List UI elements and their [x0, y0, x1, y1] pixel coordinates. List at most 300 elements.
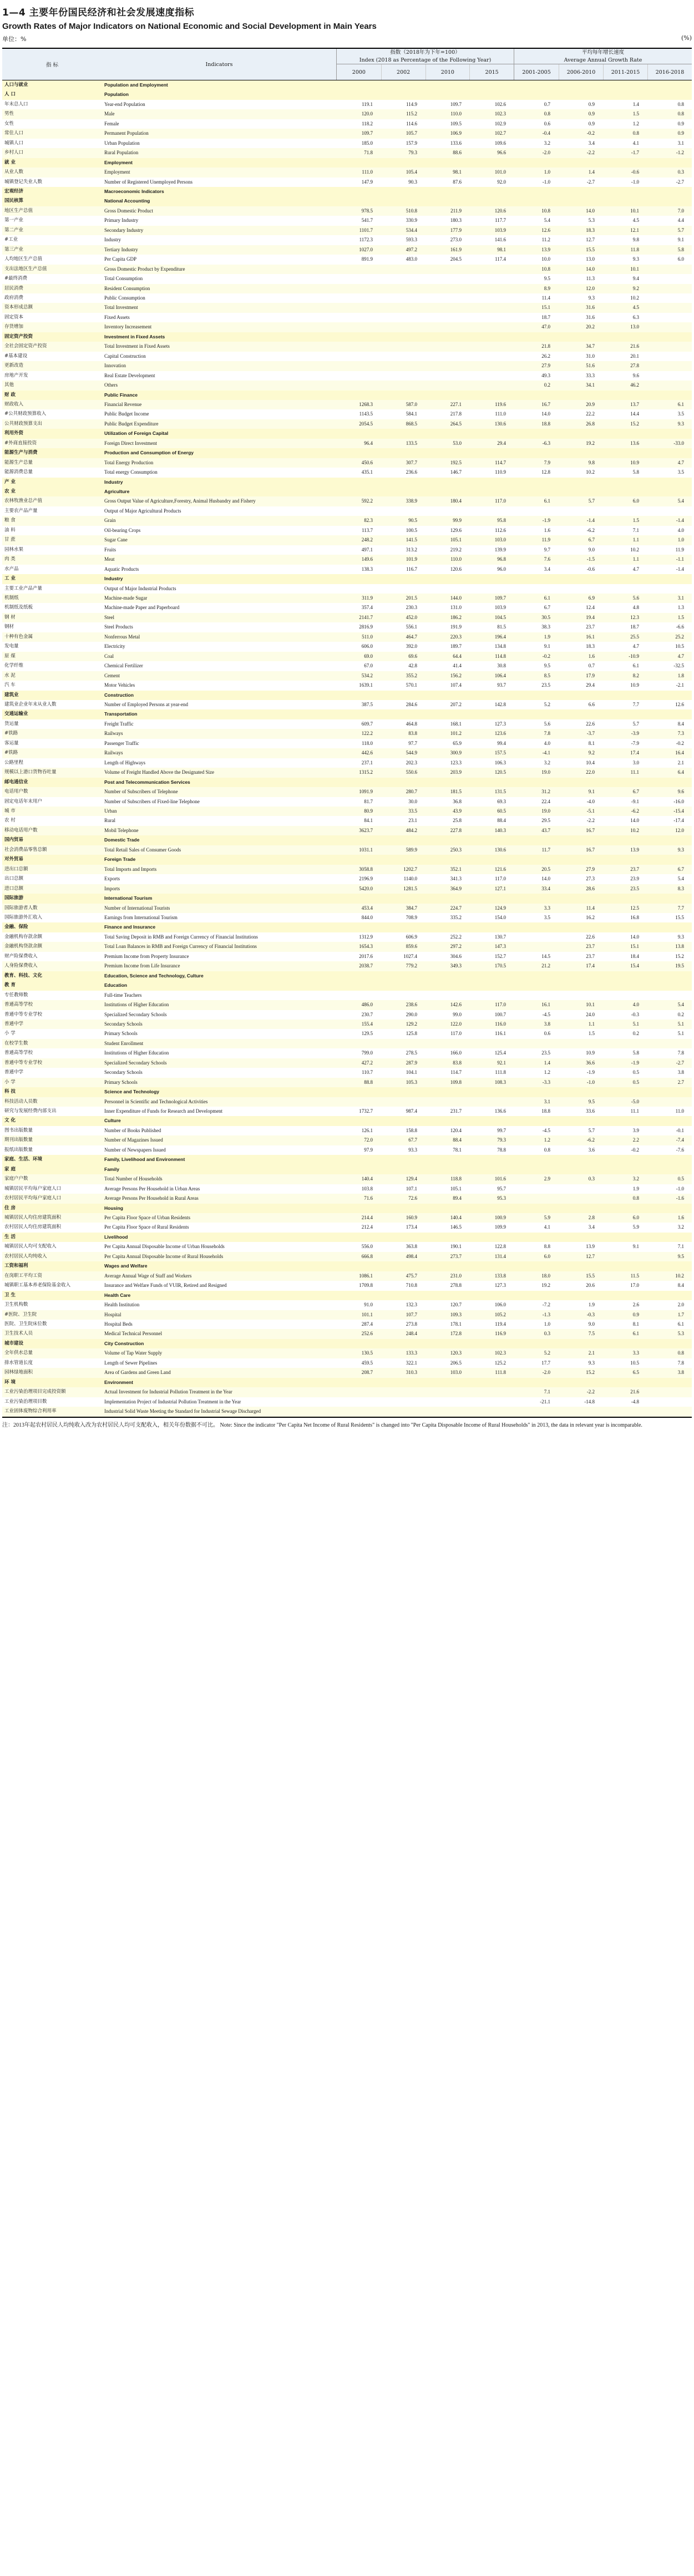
growth-value: 13.9 — [541, 246, 550, 252]
index-value — [336, 691, 381, 700]
indicator-en: Wages and Welfare — [104, 1263, 148, 1269]
index-value — [381, 1204, 425, 1213]
growth-value — [602, 835, 647, 845]
index-value: 313.2 — [406, 546, 417, 552]
growth-value — [602, 1407, 647, 1416]
indicator-cn: 机制纸 — [4, 595, 19, 601]
index-value — [425, 429, 469, 438]
index-value: 1709.8 — [359, 1282, 373, 1289]
growth-value — [558, 1194, 602, 1203]
section-row — [2, 894, 692, 903]
indicator-cn: 水 泥 — [4, 672, 16, 678]
growth-value — [647, 293, 692, 303]
growth-value: 5.6 — [544, 721, 550, 727]
growth-value: 17.9 — [586, 672, 595, 678]
index-value — [469, 1097, 514, 1107]
growth-value: 3.8 — [544, 1021, 550, 1027]
indicator-en: Sugar Cane — [104, 537, 128, 543]
growth-value — [514, 1087, 558, 1097]
growth-value — [602, 1204, 647, 1213]
growth-value — [514, 778, 558, 787]
indicator-en: Area of Gardens and Green Land — [104, 1370, 171, 1376]
index-value — [336, 90, 381, 99]
index-value: 587.0 — [406, 401, 417, 407]
growth-value — [514, 584, 558, 594]
index-value: 92.1 — [497, 1059, 506, 1066]
indicator-cn: 卫生技术人员 — [4, 1331, 33, 1337]
index-value: 227.1 — [450, 401, 462, 407]
growth-column-group — [514, 49, 692, 80]
growth-value: 5.9 — [632, 1224, 639, 1230]
growth-value — [558, 1291, 602, 1300]
growth-value: -0.6 — [586, 566, 595, 572]
growth-value — [558, 1261, 602, 1271]
table-row — [2, 1281, 692, 1290]
index-value — [381, 448, 425, 458]
index-value: 122.0 — [450, 1021, 462, 1027]
index-value: 72.0 — [364, 1137, 373, 1143]
growth-value: 19.0 — [541, 769, 550, 775]
index-value: 264.5 — [450, 420, 462, 427]
index-value: 606.9 — [406, 934, 417, 940]
indicator-en: Agriculture — [104, 489, 130, 495]
indicator-cn: 男性 — [4, 111, 14, 117]
growth-value — [558, 1204, 602, 1213]
growth-value — [647, 332, 692, 342]
growth-value — [647, 1407, 692, 1416]
indicator-en: Population and Employment — [104, 82, 168, 88]
growth-value: -4.5 — [542, 1127, 550, 1133]
indicator-en: Total Investment — [104, 305, 138, 311]
growth-value: 1.6 — [588, 653, 595, 659]
growth-value — [602, 584, 647, 594]
table-row — [2, 884, 692, 894]
growth-value: 9.5 — [677, 1253, 684, 1259]
index-value: 160.9 — [406, 1215, 417, 1221]
index-value: 483.0 — [406, 256, 417, 262]
index-value — [336, 1407, 381, 1416]
index-value — [469, 274, 514, 283]
index-value: 102.9 — [494, 120, 506, 126]
index-value: 227.8 — [450, 827, 462, 833]
indicator-cn: 园林绿地面积 — [4, 1370, 33, 1376]
index-value: 161.9 — [450, 246, 462, 252]
growth-value — [647, 1097, 692, 1107]
indicator-cn: 原 煤 — [4, 653, 16, 659]
indicator-en: Electricity — [104, 643, 125, 650]
growth-value: 22.2 — [586, 411, 595, 417]
index-value: 147.3 — [494, 944, 506, 950]
growth-value: 29.4 — [586, 682, 595, 688]
growth-value — [647, 80, 692, 90]
growth-value: 3.2 — [632, 1176, 639, 1182]
index-value: 110.7 — [362, 1069, 373, 1076]
index-value: 544.9 — [406, 750, 417, 756]
index-value — [425, 196, 469, 206]
index-value — [336, 778, 381, 787]
growth-value: 13.9 — [630, 846, 639, 853]
index-value: 231.0 — [450, 1272, 462, 1279]
growth-value: 6.7 — [632, 789, 639, 795]
indicator-en: Fixed Assets — [104, 314, 130, 320]
index-value: 116.9 — [495, 1331, 506, 1337]
index-value: 363.8 — [406, 1244, 417, 1250]
index-value: 352.1 — [450, 866, 462, 872]
index-value: 116.0 — [495, 1021, 506, 1027]
indicator-en: Total Number of Households — [104, 1176, 163, 1182]
indicator-cn: 城镇居民人均可支配收入 — [4, 1244, 57, 1250]
growth-value: 11.5 — [630, 1272, 639, 1279]
growth-value: 9.1 — [632, 1244, 639, 1250]
indicator-cn: 地区生产总值 — [4, 207, 33, 214]
indicator-en: Total energy Consumption — [104, 469, 158, 475]
growth-value: 4.4 — [677, 217, 684, 224]
index-value — [469, 1165, 514, 1174]
growth-value: -6.6 — [676, 624, 684, 630]
table-row — [2, 807, 692, 816]
growth-value: 2.8 — [588, 1215, 595, 1221]
growth-value: 0.8 — [544, 1147, 550, 1153]
index-value — [381, 574, 425, 584]
index-value: 189.7 — [450, 643, 462, 650]
growth-value: 7.7 — [632, 702, 639, 707]
index-value: 92.0 — [497, 179, 506, 185]
table-row — [2, 206, 692, 216]
growth-value: 16.8 — [630, 914, 639, 920]
growth-value: 46.2 — [630, 382, 639, 388]
index-value: 123.6 — [494, 731, 506, 737]
section-row — [2, 1165, 692, 1174]
period-header: 2006-2010 — [559, 64, 603, 80]
growth-value: 7.3 — [677, 731, 684, 737]
index-value: 606.0 — [361, 643, 373, 650]
table-row — [2, 991, 692, 1000]
growth-value — [514, 90, 558, 99]
growth-value: 1.5 — [632, 518, 639, 524]
growth-value: 0.3 — [588, 1176, 595, 1182]
growth-value: 0.8 — [544, 111, 550, 117]
index-value — [469, 448, 514, 458]
index-value: 105.1 — [450, 1185, 462, 1191]
growth-value: 10.9 — [630, 682, 639, 688]
growth-value: 20.1 — [630, 353, 639, 359]
table-row — [2, 700, 692, 709]
table-row — [2, 1407, 692, 1416]
index-value: 122.2 — [361, 731, 373, 737]
indicator-en: Population — [104, 92, 129, 98]
index-value: 204.5 — [450, 256, 462, 262]
table-row — [2, 109, 692, 119]
index-value — [469, 391, 514, 400]
index-value: 114.7 — [450, 1069, 462, 1076]
growth-value: 8.2 — [632, 672, 639, 678]
growth-value: -3.9 — [631, 731, 639, 737]
index-value — [469, 1378, 514, 1387]
growth-value — [602, 391, 647, 400]
indicator-en: Primary Schools — [104, 1079, 138, 1085]
table-row — [2, 1039, 692, 1048]
index-value: 180.3 — [450, 217, 462, 224]
index-value — [381, 991, 425, 1000]
index-value — [469, 778, 514, 787]
index-value: 1281.5 — [403, 885, 417, 891]
table-row — [2, 1223, 692, 1232]
indicator-en: Health Institution — [104, 1302, 140, 1308]
index-value: 311.9 — [362, 595, 373, 601]
indicator-cn: 建筑业 — [4, 692, 19, 698]
growth-value: 15.2 — [586, 1370, 595, 1376]
index-value: 101.1 — [361, 1311, 373, 1317]
index-value — [425, 313, 469, 322]
indicator-cn: 货运量 — [4, 721, 19, 727]
growth-value: 9.1 — [544, 643, 550, 650]
index-value — [425, 391, 469, 400]
index-value — [336, 1087, 381, 1097]
indicator-en: National Accounting — [104, 198, 150, 204]
growth-value — [602, 971, 647, 981]
index-value: 95.8 — [497, 518, 506, 524]
growth-value: 8.4 — [677, 721, 684, 727]
indicator-cn: 教育、科技、文化 — [4, 972, 43, 978]
indicator-en: Number of Magazines Issued — [104, 1137, 163, 1143]
indicator-en: Machine-made Paper and Paperboard — [104, 605, 180, 611]
growth-value: 6.0 — [677, 256, 684, 262]
growth-value: -4.0 — [586, 798, 595, 804]
growth-value: 4.8 — [632, 605, 639, 611]
index-value — [469, 506, 514, 516]
section-row — [2, 855, 692, 864]
growth-value: 29.5 — [541, 818, 550, 824]
index-value: 130.7 — [494, 934, 506, 940]
index-value: 93.3 — [408, 1147, 417, 1153]
index-value — [381, 361, 425, 371]
index-value: 130.5 — [361, 1350, 373, 1356]
growth-value — [514, 835, 558, 845]
index-value — [336, 361, 381, 371]
growth-value — [647, 322, 692, 332]
growth-value: 5.3 — [588, 217, 595, 224]
indicator-cn: 能源生产总量 — [4, 459, 33, 465]
indicator-cn: 资本形成总额 — [4, 305, 33, 311]
growth-value — [514, 506, 558, 516]
indicator-en: Family — [104, 1166, 119, 1172]
index-value — [425, 487, 469, 496]
index-value — [469, 322, 514, 332]
table-row — [2, 1126, 692, 1135]
index-value: 99.7 — [497, 1127, 506, 1133]
growth-value: 0.8 — [677, 1350, 684, 1356]
index-value — [425, 981, 469, 990]
table-row — [2, 913, 692, 922]
growth-value: 1.8 — [677, 672, 684, 678]
index-value: 114.8 — [495, 653, 506, 659]
growth-value: 1.1 — [632, 556, 639, 562]
growth-value — [514, 991, 558, 1000]
growth-value: 6.4 — [677, 769, 684, 775]
indicator-en: Fruits — [104, 546, 116, 552]
growth-value — [647, 691, 692, 700]
index-value: 99.0 — [453, 1011, 462, 1017]
index-value: 510.8 — [406, 207, 417, 214]
index-value — [425, 1097, 469, 1107]
indicator-en: Primary Industry — [104, 217, 139, 224]
index-value: 206.5 — [450, 1360, 462, 1366]
index-value — [469, 1039, 514, 1048]
indicator-en: Insurance and Welfare Funds of VUIR, Retired and Resigned — [104, 1282, 227, 1289]
index-value — [381, 352, 425, 361]
growth-value: 23.7 — [586, 944, 595, 950]
growth-value: 7.0 — [677, 207, 684, 214]
index-value — [425, 778, 469, 787]
indicator-cn: 普通中学 — [4, 1021, 24, 1027]
indicator-cn: #工业 — [4, 237, 18, 243]
index-value: 98.1 — [453, 169, 462, 175]
indicator-en: Implementation Project of Industrial Pollution Treatment in the Year — [104, 1398, 241, 1404]
growth-value: 0.9 — [632, 1311, 639, 1317]
table-row — [2, 961, 692, 971]
indicator-cn: 普通高等学校 — [4, 1002, 33, 1008]
index-value — [425, 322, 469, 332]
growth-value: 6.7 — [677, 866, 684, 872]
table-row — [2, 952, 692, 961]
index-value: 140.4 — [450, 1215, 462, 1221]
table-row — [2, 719, 692, 729]
table-row — [2, 526, 692, 535]
index-value: 109.7 — [361, 130, 373, 136]
section-row — [2, 1116, 692, 1125]
table-row — [2, 584, 692, 594]
growth-value: 15.1 — [541, 305, 550, 311]
index-value: 212.4 — [361, 1224, 373, 1230]
growth-value: 33.6 — [586, 1108, 595, 1114]
index-value: 127.3 — [494, 721, 506, 727]
index-value — [469, 429, 514, 438]
growth-value — [558, 158, 602, 168]
growth-value: -1.0 — [631, 179, 639, 185]
section-row — [2, 158, 692, 168]
indicator-en: Exports — [104, 876, 120, 882]
growth-value: 18.3 — [586, 643, 595, 650]
index-value — [469, 1291, 514, 1300]
index-value — [469, 894, 514, 903]
index-value: 106.3 — [494, 759, 506, 765]
indicator-en: Public Finance — [104, 392, 138, 398]
index-value — [381, 303, 425, 312]
index-value: 142.8 — [494, 702, 506, 707]
column-header-cn: 指 标 — [45, 62, 59, 68]
index-value: 238.6 — [406, 1002, 417, 1008]
growth-value: -0.1 — [676, 1127, 684, 1133]
growth-value: 5.7 — [588, 498, 595, 504]
indicator-en: Per Capita GDP — [104, 256, 136, 262]
growth-value: 13.0 — [586, 256, 595, 262]
index-value: 116.7 — [406, 566, 417, 572]
section-row — [2, 1233, 692, 1242]
growth-value: 4.0 — [544, 740, 550, 746]
growth-value: -2.0 — [542, 150, 550, 156]
growth-value — [514, 1378, 558, 1387]
index-value — [469, 971, 514, 981]
growth-value: 17.7 — [541, 1360, 550, 1366]
indicator-en: Financial Revenue — [104, 401, 142, 407]
growth-value: 15.5 — [586, 246, 595, 252]
growth-value: 9.5 — [544, 663, 550, 669]
growth-value — [558, 971, 602, 981]
indicator-en: Housing — [104, 1205, 123, 1211]
index-value — [381, 778, 425, 787]
section-row — [2, 574, 692, 584]
growth-value: 49.3 — [541, 372, 550, 378]
growth-value: 23.7 — [586, 953, 595, 959]
indicator-en: Secondary Industry — [104, 227, 144, 233]
growth-value: 10.5 — [630, 1360, 639, 1366]
growth-value: 1.3 — [677, 605, 684, 611]
indicator-cn: 在岗职工平均工资 — [4, 1272, 43, 1279]
growth-value: 34.7 — [586, 343, 595, 349]
indicator-en: Macroeconomic Indicators — [104, 188, 164, 194]
index-value — [425, 265, 469, 274]
indicator-en: Permanent Population — [104, 130, 149, 136]
index-value: 392.0 — [406, 643, 417, 650]
growth-value — [647, 1204, 692, 1213]
table-row — [2, 1000, 692, 1010]
indicator-cn: #最终消费 — [4, 276, 28, 282]
index-value: 550.6 — [406, 769, 417, 775]
index-value — [336, 265, 381, 274]
index-value: 186.2 — [450, 614, 462, 620]
growth-value — [558, 1233, 602, 1242]
table-row — [2, 1271, 692, 1281]
index-value: 3623.7 — [359, 827, 373, 833]
table-row — [2, 303, 692, 312]
growth-value: 9.3 — [677, 846, 684, 853]
index-value: 90.5 — [408, 518, 417, 524]
index-value — [425, 922, 469, 932]
index-value — [336, 448, 381, 458]
indicator-cn: 油 料 — [4, 527, 16, 533]
index-value: 231.7 — [450, 1108, 462, 1114]
index-value — [381, 265, 425, 274]
growth-value — [558, 691, 602, 700]
growth-value: -2.7 — [676, 1059, 684, 1066]
indicator-en: Freight Traffic — [104, 721, 134, 727]
index-value — [425, 80, 469, 90]
index-value: 498.4 — [406, 1253, 417, 1259]
growth-value: -0.2 — [631, 1147, 639, 1153]
index-value: 117.0 — [495, 876, 506, 882]
growth-value: -3.7 — [586, 731, 595, 737]
growth-value: 33.4 — [541, 885, 550, 891]
index-value — [469, 1261, 514, 1271]
growth-value: 10.1 — [630, 207, 639, 214]
indicator-cn: 在校学生数 — [4, 1040, 28, 1046]
indicator-en: Per Capita Annual Disposable Income of Rural Households — [104, 1253, 224, 1259]
index-value: 1091.9 — [359, 789, 373, 795]
index-value: 125.8 — [406, 1031, 417, 1037]
index-value: 99.9 — [453, 518, 462, 524]
index-value — [336, 506, 381, 516]
index-value: 114.7 — [495, 459, 506, 465]
index-value: 124.9 — [494, 905, 506, 911]
growth-value: 4.7 — [632, 566, 639, 572]
table-row — [2, 129, 692, 138]
growth-value: 3.8 — [677, 1370, 684, 1376]
growth-value — [647, 478, 692, 487]
indicator-cn: 进口总额 — [4, 885, 24, 891]
table-row — [2, 439, 692, 448]
growth-value: -0.3 — [586, 1311, 595, 1317]
growth-value — [514, 1155, 558, 1164]
